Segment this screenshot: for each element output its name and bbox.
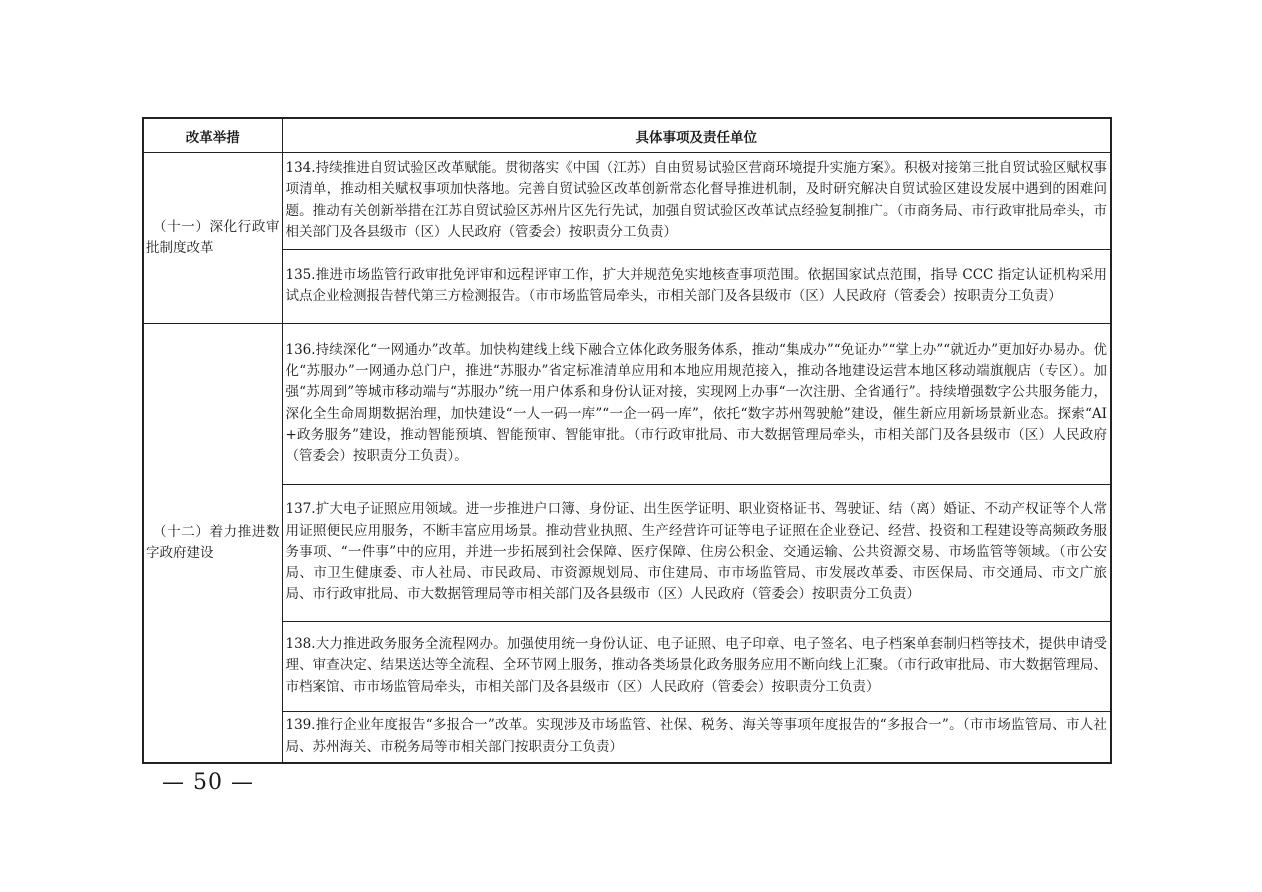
page-number: — 50 —	[162, 770, 254, 795]
measure-text: （十二）着力推进数字政府建设	[146, 524, 280, 561]
table-row	[143, 485, 1111, 622]
header-measure: 改革举措	[143, 118, 282, 153]
item-cell-139: 139.推行企业年度报告“多报合一”改革。实现涉及市场监管、社保、税务、海关等事项年度报告的“多报合一”。（市市场监管局、市人社局、苏州海关、市税务局等市相关部门按职责分工负责）	[282, 712, 1111, 764]
item-cell-138: 138.大力推进政务服务全流程网办。加强使用统一身份认证、电子证照、电子印章、电子签名、电子档案单套制归档等技术，提供申请受理、审查决定、结果送达等全流程、全环节网上服务，推动各类场景化政务服务应用不断向线上汇聚。（市行政审批局、市大数据管理局、市档案馆、市市场监管局牵头，市相关部门及各县级市（区）人民政府（管委会）按职责分工负责）	[282, 622, 1111, 712]
table-row	[143, 324, 1111, 485]
measure-cell-11	[143, 153, 282, 324]
item-cell-136: 136.持续深化“一网通办”改革。加快构建线上线下融合立体化政务服务体系，推动“集成办”“免证办”“掌上办”“就近办”更加好办易办。优化“苏服办”一网通办总门户，推进“苏服办”省定标准清单应用和本地应用规范接入，推动各地建设运营本地区移动端旗舰店（专区）。加强“苏周到”等城市移动端与“苏服办”统一用户体系和身份认证对接，实现网上办事“一次注册、全省通行”。持续增强数字公共服务能力，深化全生命周期数据治理，加快建设“一人一码一库”“一企一码一库”，依托“数字苏州驾驶舱”建设，催生新应用新场景新业态。探索“AI+政务服务”建设，推动智能预填、智能预审、智能审批。（市行政审批局、市大数据管理局牵头，市相关部门及各县级市（区）人民政府（管委会）按职责分工负责）。	[282, 324, 1111, 485]
item-cell-134: 134.持续推进自贸试验区改革赋能。贯彻落实《中国（江苏）自由贸易试验区营商环境提升实施方案》。积极对接第三批自贸试验区赋权事项清单，推动相关赋权事项加快落地。完善自贸试验区改革创新常态化督导推进机制，及时研究解决自贸试验区建设发展中遇到的困难问题。推动有关创新举措在江苏自贸试验区苏州片区先行先试，加强自贸试验区改革试点经验复制推广。（市商务局、市行政审批局牵头，市相关部门及各县级市（区）人民政府（管委会）按职责分工负责）	[282, 153, 1111, 250]
measure-text: （十一）深化行政审批制度改革	[146, 219, 280, 256]
header-items: 具体事项及责任单位	[282, 118, 1111, 153]
item-cell-135: 135.推进市场监管行政审批免评审和远程评审工作，扩大并规范免实地核查事项范围。依据国家试点范围，指导 CCC 指定认证机构采用试点企业检测报告替代第三方检测报告。（市市场监管局牵头，市相关部门及各县级市（区）人民政府（管委会）按职责分工负责）	[282, 250, 1111, 324]
table-row	[143, 250, 1111, 324]
table-header-row	[143, 118, 1111, 153]
table-row	[143, 153, 1111, 250]
table-row	[143, 712, 1111, 764]
reform-table	[142, 117, 1112, 764]
item-cell-137: 137.扩大电子证照应用领域。进一步推进户口簿、身份证、出生医学证明、职业资格证书、驾驶证、结（离）婚证、不动产权证等个人常用证照便民应用服务，不断丰富应用场景。推动营业执照、生产经营许可证等电子证照在企业登记、经营、投资和工程建设等高频政务服务事项、“一件事”中的应用，并进一步拓展到社会保障、医疗保障、住房公积金、交通运输、公共资源交易、市场监管等领域。（市公安局、市卫生健康委、市人社局、市民政局、市资源规划局、市住建局、市市场监管局、市发展改革委、市医保局、市交通局、市文广旅局、市行政审批局、市大数据管理局等市相关部门及各县级市（区）人民政府（管委会）按职责分工负责）	[282, 485, 1111, 622]
measure-cell-12	[143, 324, 282, 764]
table-row	[143, 622, 1111, 712]
